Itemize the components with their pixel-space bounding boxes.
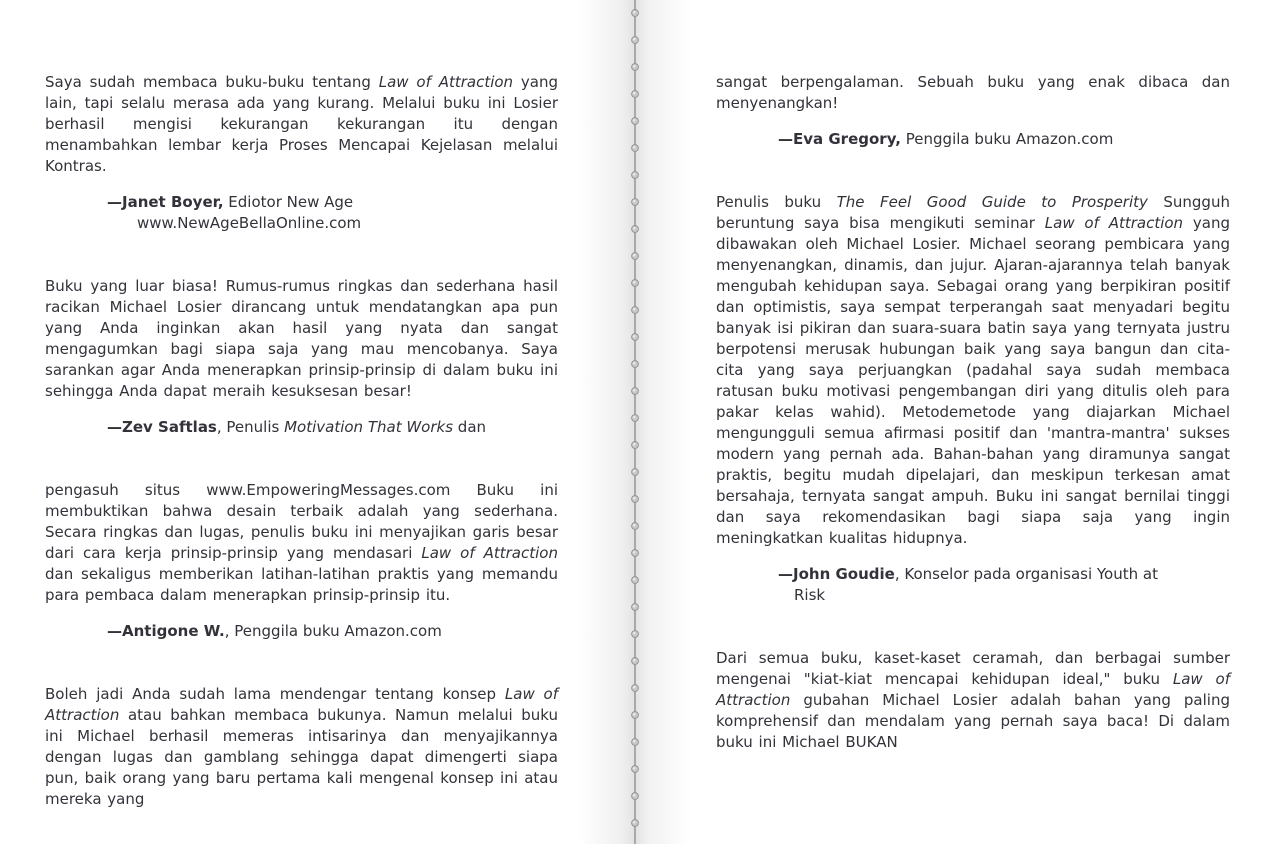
book-title: Law of Attraction xyxy=(716,670,1230,709)
book-title: The Feel Good Guide to Prosperity xyxy=(836,193,1148,211)
book-title: Law of Attraction xyxy=(45,685,558,724)
body-text: Boleh jadi Anda sudah lama mendengar tentang konsep xyxy=(45,685,505,703)
body-text: Dari semua buku, kaset-kaset ceramah, dan berbagai sumber mengenai "kiat-kiat mencapai kehidupan ideal," buku xyxy=(716,649,1230,688)
testimonial-body xyxy=(45,72,558,177)
testimonial-attribution xyxy=(45,192,558,213)
testimonial-attribution xyxy=(716,564,1230,585)
body-text: sangat berpengalaman. Sebuah buku yang enak dibaca dan menyenangkan! xyxy=(716,73,1230,112)
testimonial-body xyxy=(716,192,1230,549)
attribution-name: —Janet Boyer, xyxy=(107,193,224,211)
attribution-role: dan xyxy=(453,418,487,436)
body-text: yang dibawakan oleh Michael Losier. Michael seorang pembicara yang menyenangkan, dinamis, dan jujur. Ajaran-ajarannya telah banyak mengubah kehidupan saya. Sebagai orang yang berpikiran positif dan optimistis, saya sempat terperangah saat menyadari begitu banyak isi pikiran dan suara-suara batin saya yang ternyata justru berpotensi merusak hubungan baik yang saya bangun dan cita-cita yang saya perjuangkan (padahal saya sudah membaca ratusan buku motivasi pengembangan diri yang ditulis oleh para pakar kelas wahid). Metodemetode yang diajarkan Michael mengungguli semua afirmasi positif dan 'mantra-mantra' sukses modern yang pernah ada. Bahan-bahan yang diramunya sangat praktis, begitu mudah dipelajari, dan meskipun terkesan amat bersahaja, ternyata sangat ampuh. Buku ini sangat bernilai tinggi dan saya rekomendasikan bagi siapa saja yang ingin meningkatkan kualitas hidupnya. xyxy=(716,214,1230,547)
attribution-role: , Konselor pada organisasi Youth at xyxy=(894,565,1158,583)
body-text: Buku yang luar biasa! Rumus-rumus ringkas dan sederhana hasil racikan Michael Losier dirancang untuk mendatangkan apa pun yang Anda inginkan akan hasil yang nyata dan sangat mengagumkan bagi siapa saja yang mau mencobanya. Saya sarankan agar Anda menerapkan prinsip-prinsip di dalam buku ini sehingga Anda dapat meraih kesuksesan besar! xyxy=(45,277,558,400)
testimonial-continuation xyxy=(716,648,1230,753)
body-text: yang lain, tapi selalu merasa ada yang kurang. Melalui buku ini Losier berhasil mengisi kekurangan kekurangan itu dengan menambahkan lembar kerja Proses Mencapai Kejelasan melalui Kontras. xyxy=(45,73,558,175)
left-page xyxy=(45,57,558,852)
testimonial-attribution xyxy=(45,621,558,642)
testimonial-john-goudie xyxy=(716,192,1230,606)
testimonial-zev-saftlas xyxy=(45,276,558,438)
attribution-website: www.NewAgeBellaOnline.com xyxy=(137,214,362,232)
right-page xyxy=(716,57,1230,795)
testimonial-continuation xyxy=(45,684,558,810)
attribution-role-line2: Risk xyxy=(794,586,826,604)
spine-chain-icon xyxy=(628,0,642,844)
attribution-name: —Zev Saftlas xyxy=(107,418,217,436)
body-text: Saya sudah membaca buku-buku tentang xyxy=(45,73,379,91)
testimonial-attribution xyxy=(716,129,1230,150)
testimonial-body xyxy=(716,72,1230,114)
book-title: Law of Attraction xyxy=(378,73,514,91)
body-text: gubahan Michael Losier adalah bahan yang paling komprehensif dan mendalam yang pernah saya baca! Di dalam buku ini Michael BUKAN xyxy=(716,691,1230,751)
testimonial-body xyxy=(45,480,558,606)
testimonial-attribution xyxy=(45,417,558,438)
attribution-role: Penggila buku Amazon.com xyxy=(901,130,1114,148)
testimonial-janet-boyer xyxy=(45,72,558,234)
book-title: Law of Attraction xyxy=(421,544,558,562)
testimonial-body xyxy=(716,648,1230,753)
attribution-name: —Eva Gregory, xyxy=(778,130,902,148)
body-text: dan sekaligus memberikan latihan-latihan praktis yang memandu para pembaca dalam menerapkan prinsip-prinsip itu. xyxy=(45,565,558,604)
book-title: Motivation That Works xyxy=(284,418,454,436)
testimonial-body xyxy=(45,276,558,402)
body-text: Penulis buku xyxy=(716,193,837,211)
attribution-name: —Antigone W. xyxy=(107,622,225,640)
body-text: Sungguh beruntung saya bisa mengikuti seminar xyxy=(716,193,1230,232)
testimonial-antigone-w xyxy=(45,480,558,642)
attribution-name: —John Goudie xyxy=(778,565,895,583)
testimonial-body xyxy=(45,684,558,810)
attribution-role: Ediotor New Age xyxy=(223,193,354,211)
attribution-role: , Penggila buku Amazon.com xyxy=(224,622,442,640)
body-text: pengasuh situs www.EmpoweringMessages.com Buku ini membuktikan bahwa desain terbaik adalah yang sederhana. Secara ringkas dan lugas, penulis buku ini menyajikan garis besar dari cara kerja prinsip-prinsip yang mendasari xyxy=(45,481,558,562)
testimonial-eva-gregory xyxy=(716,72,1230,150)
spine-gutter-shadow xyxy=(578,0,692,844)
book-title: Law of Attraction xyxy=(1044,214,1184,232)
attribution-role: , Penulis xyxy=(216,418,285,436)
body-text: atau bahkan membaca bukunya. Namun melalui buku ini Michael berhasil memeras intisarinya dan menyajikannya dengan lugas dan gamblang sehingga dapat dimengerti siapa pun, baik orang yang baru pertama kali mengenal konsep ini atau mereka yang xyxy=(45,706,558,808)
